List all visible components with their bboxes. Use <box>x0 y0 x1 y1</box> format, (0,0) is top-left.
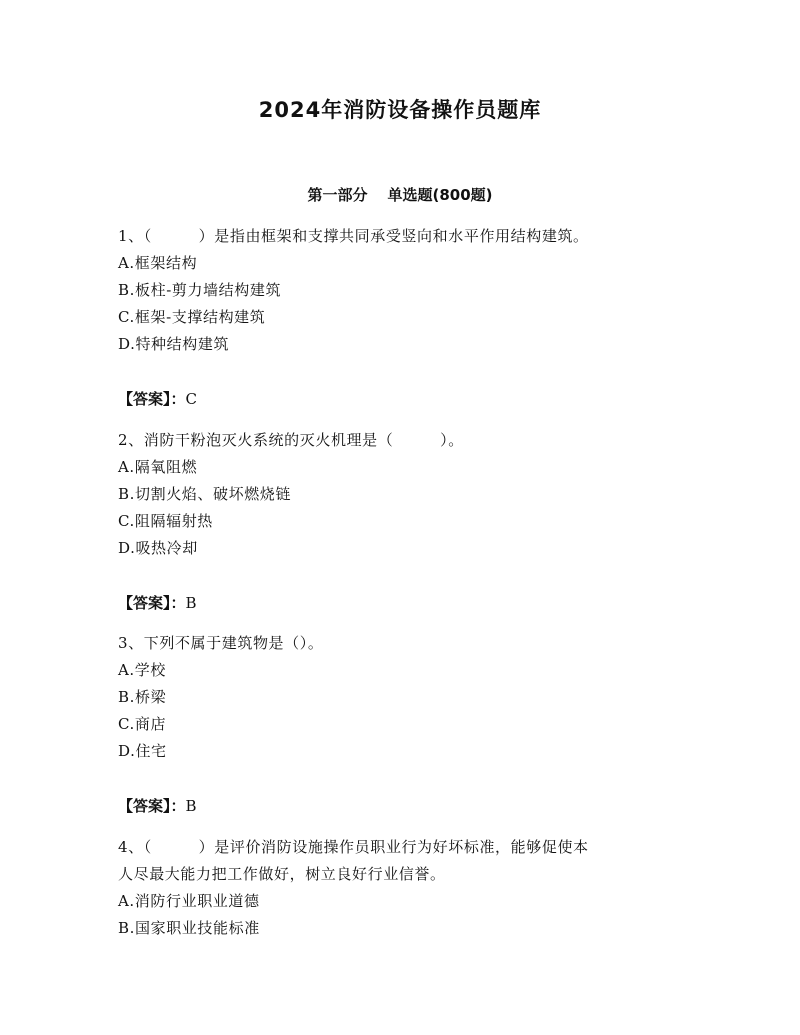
question-1-option-c: C.框架-支撑结构建筑 <box>118 308 266 326</box>
section-heading <box>0 184 800 205</box>
question-1-option-d: D.特种结构建筑 <box>118 335 230 353</box>
question-3-answer <box>118 796 197 816</box>
question-1-option-b: B.板柱-剪力墙结构建筑 <box>118 281 282 299</box>
question-1-answer <box>118 389 197 409</box>
document-title: 2024年消防设备操作员题库 <box>258 98 542 122</box>
answer-value: C <box>185 390 197 408</box>
answer-value: B <box>185 594 197 612</box>
answer-label: 【答案】： <box>118 797 186 815</box>
question-1-option-a: A.框架结构 <box>118 254 198 272</box>
question-4-option-b: B.国家职业技能标准 <box>118 919 260 937</box>
question-2-stem: 2、消防干粉泡灭火系统的灭火机理是（ ）。 <box>118 431 464 449</box>
question-2-option-c: C.阻隔辐射热 <box>118 512 213 530</box>
question-3-option-d: D.住宅 <box>118 742 167 760</box>
section-name: 单选题(800题) <box>387 186 493 204</box>
section-label: 第一部分 <box>307 186 368 204</box>
question-4-stem-line-2: 人尽最大能力把工作做好，树立良好行业信誉。 <box>118 865 446 883</box>
answer-label: 【答案】： <box>118 390 186 408</box>
question-4-stem-line-1: 4、（ ）是评价消防设施操作员职业行为好坏标准，能够促使本 <box>118 838 589 856</box>
question-3-option-b: B.桥梁 <box>118 688 167 706</box>
question-4-option-a: A.消防行业职业道德 <box>118 892 260 910</box>
question-3-option-a: A.学校 <box>118 661 167 679</box>
question-2-answer <box>118 593 197 613</box>
question-2-option-a: A.隔氧阻燃 <box>118 458 198 476</box>
answer-label: 【答案】： <box>118 594 186 612</box>
question-3-stem: 3、下列不属于建筑物是（）。 <box>118 634 324 652</box>
question-2-option-b: B.切割火焰、破坏燃烧链 <box>118 485 291 503</box>
answer-value: B <box>185 797 197 815</box>
question-3-option-c: C.商店 <box>118 715 167 733</box>
question-2-option-d: D.吸热冷却 <box>118 539 198 557</box>
question-1-stem: 1、（ ）是指由框架和支撑共同承受竖向和水平作用结构建筑。 <box>118 227 589 245</box>
